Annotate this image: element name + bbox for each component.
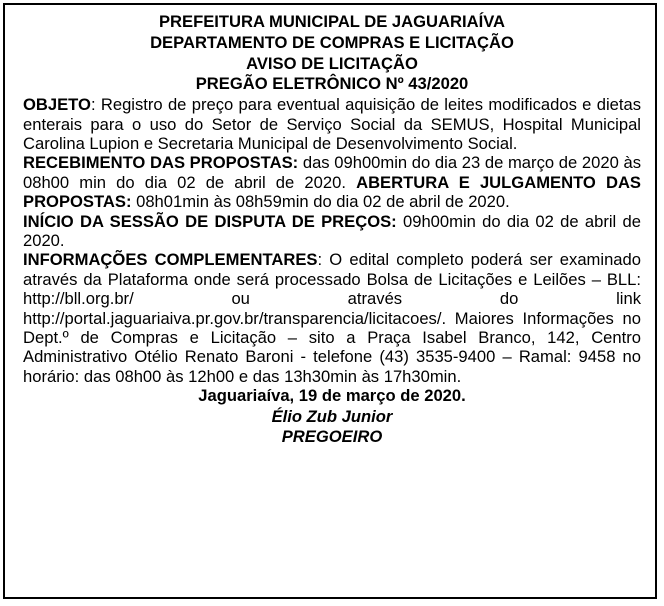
signer-role: PREGOEIRO (281, 427, 383, 447)
header-pregao: PREGÃO ELETRÔNICO Nº 43/2020 (195, 74, 469, 94)
notice-closing (23, 386, 641, 447)
objeto-text: : Registro de preço para eventual aquisição de leites modificados e dietas enterais para o uso do Setor de Serviço Social da SEMUS, Hospital Municipal Carolina Lupion e Secretaria Municipal de Desenvolvimento Social. (23, 95, 641, 153)
inicio-label: INÍCIO DA SESSÃO DE DISPUTA DE PREÇOS: (23, 211, 397, 231)
inicio-paragraph (23, 212, 641, 251)
recebimento-label: RECEBIMENTO DAS PROPOSTAS: (23, 153, 299, 173)
abertura-label: ABERTURA E JULGAMENTO DAS PROPOSTAS: (23, 172, 641, 212)
header-prefeitura: PREFEITURA MUNICIPAL DE JAGUARIAÍVA (158, 12, 506, 31)
objeto-paragraph (23, 95, 641, 153)
abertura-text: 08h01min às 08h59min do dia 02 de abril de 2020. (131, 192, 510, 212)
header-departamento: DEPARTAMENTO DE COMPRAS E LICITAÇÃO (150, 32, 514, 52)
closing-date: Jaguariaíva, 19 de março de 2020. (198, 386, 466, 406)
informacoes-paragraph (23, 250, 641, 386)
inicio-text: 09h00min do dia 02 de abril de 2020. (23, 211, 641, 251)
recebimento-text: das 09h00min do dia 23 de março de 2020 às 08h00 min do dia 02 de abril de 2020. (23, 153, 641, 192)
informacoes-text: : O edital completo poderá ser examinado através da Plataforma onde será processado Bolsa de Licitações e Leilões – BLL: http://bll.org.br/ ou através do link http://portal.jaguariaiva.pr.gov.br/transparencia/licitacoes/. Maiores Informações no Dept.º de Compras e Licitação – sito a Praça Isabel Branco, 142, Centro Administrativo Otélio Renato Baroni - telefone (43) 3535-9400 – Ramal: 9458 no horário: das 08h00 às 12h00 e das 13h30min às 17h30min. (23, 250, 641, 386)
notice-header (23, 12, 641, 95)
informacoes-label: INFORMAÇÕES COMPLEMENTARES (23, 250, 318, 270)
objeto-label: OBJETO (23, 95, 91, 115)
header-aviso: AVISO DE LICITAÇÃO (246, 53, 418, 73)
signer-name: Élio Zub Junior (271, 406, 393, 426)
notice-content (23, 12, 641, 447)
recebimento-paragraph (23, 153, 641, 211)
